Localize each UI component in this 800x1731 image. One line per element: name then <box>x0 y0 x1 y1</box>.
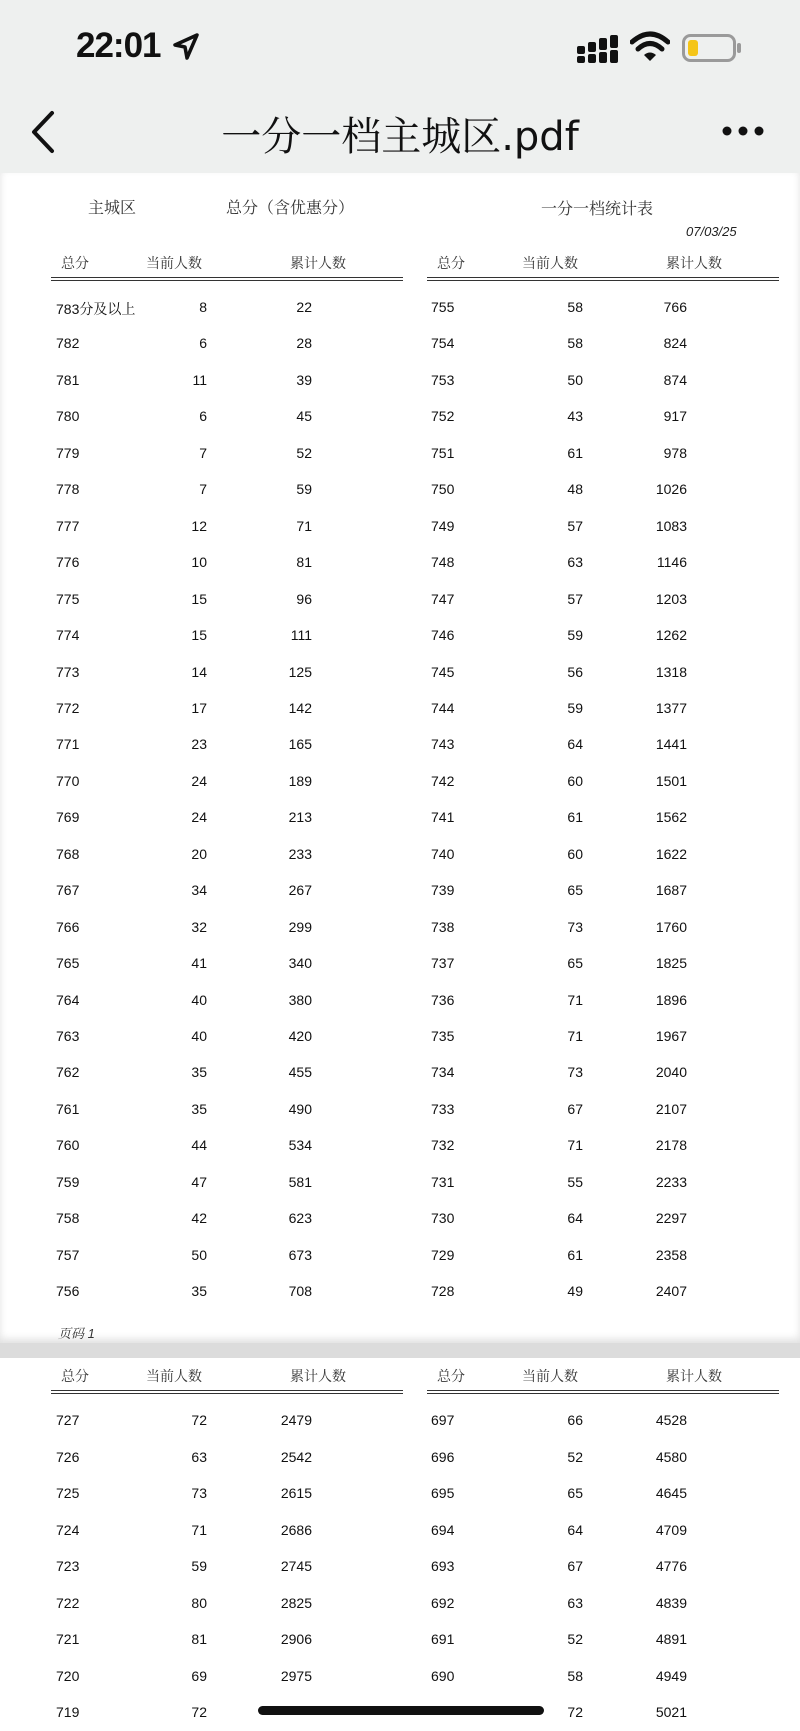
score-cell: 764 <box>56 991 80 1008</box>
report-date: 07/03/25 <box>686 224 737 239</box>
score-cell: 744 <box>431 699 455 716</box>
cumulative-count-cell: 22 <box>296 299 312 315</box>
score-cell: 761 <box>56 1100 80 1117</box>
score-cell: 754 <box>431 335 455 352</box>
cumulative-count-cell: 4580 <box>655 1448 687 1465</box>
cumulative-count-cell: 213 <box>288 809 312 826</box>
current-count-cell: 24 <box>191 809 207 826</box>
score-cell: 776 <box>56 554 80 571</box>
current-count-cell: 50 <box>567 371 583 388</box>
score-cell: 728 <box>431 1283 455 1300</box>
score-cell: 752 <box>431 408 455 425</box>
current-count-cell: 35 <box>191 1283 207 1300</box>
current-count-cell: 61 <box>567 1246 583 1263</box>
score-cell: 768 <box>56 845 80 862</box>
cumulative-count-cell: 52 <box>296 444 312 461</box>
current-count-cell: 12 <box>191 517 207 534</box>
col-header-score-left: 总分 <box>61 256 89 272</box>
score-cell: 771 <box>56 736 80 753</box>
current-count-cell: 72 <box>567 1704 583 1720</box>
cellular-signal-icon <box>575 34 619 64</box>
score-cell: 773 <box>56 663 80 680</box>
cumulative-count-cell: 4645 <box>655 1485 687 1501</box>
current-count-cell: 35 <box>191 1064 207 1081</box>
cumulative-count-cell: 1146 <box>656 554 687 571</box>
score-cell: 783分及以上 <box>56 301 136 317</box>
current-count-cell: 48 <box>567 481 583 498</box>
page-number-label: 页码 1 <box>58 1326 95 1341</box>
current-count-cell: 35 <box>191 1100 207 1117</box>
current-count-cell: 61 <box>567 444 583 461</box>
score-cell: 724 <box>56 1521 80 1538</box>
score-cell: 727 <box>56 1412 80 1428</box>
score-cell: 757 <box>56 1246 80 1263</box>
cumulative-count-cell: 2479 <box>280 1412 312 1428</box>
current-count-cell: 7 <box>199 481 207 498</box>
current-count-cell: 64 <box>567 736 583 753</box>
cumulative-count-cell: 380 <box>288 991 312 1008</box>
score-cell: 692 <box>431 1594 455 1611</box>
wifi-icon <box>630 31 670 63</box>
cumulative-count-cell: 1026 <box>655 481 687 498</box>
current-count-cell: 17 <box>191 699 207 716</box>
cumulative-count-cell: 267 <box>288 882 312 899</box>
cumulative-count-cell: 4839 <box>655 1594 687 1611</box>
current-count-cell: 73 <box>567 918 583 935</box>
score-cell: 763 <box>56 1028 80 1044</box>
col-header-score-right: 总分 <box>437 256 465 272</box>
score-cell: 756 <box>56 1283 80 1300</box>
cumulative-count-cell: 45 <box>296 408 312 425</box>
current-count-cell: 40 <box>191 991 207 1008</box>
cumulative-count-cell: 420 <box>288 1028 312 1044</box>
score-cell: 734 <box>431 1064 455 1081</box>
current-count-cell: 10 <box>191 554 207 571</box>
document-title: 一分一档主城区.pdf <box>221 114 579 160</box>
score-cell: 774 <box>56 627 80 644</box>
score-cell: 691 <box>431 1631 455 1647</box>
score-cell: 749 <box>431 517 455 534</box>
current-count-cell: 44 <box>191 1137 207 1154</box>
cumulative-count-cell: 2358 <box>655 1246 687 1263</box>
cumulative-count-cell: 2407 <box>655 1283 687 1300</box>
current-count-cell: 32 <box>191 918 207 935</box>
score-cell: 778 <box>56 481 80 498</box>
current-count-cell: 65 <box>567 882 583 899</box>
status-bar <box>0 0 800 95</box>
score-cell: 758 <box>56 1210 80 1227</box>
cumulative-count-cell: 2906 <box>280 1631 312 1647</box>
cumulative-count-cell: 39 <box>296 371 312 388</box>
score-cell: 740 <box>431 845 455 862</box>
score-cell: 729 <box>431 1246 455 1263</box>
cumulative-count-cell: 125 <box>288 663 312 680</box>
current-count-cell: 71 <box>567 1028 583 1044</box>
cumulative-count-cell: 766 <box>663 299 687 315</box>
cumulative-count-cell: 917 <box>663 408 687 425</box>
col-header-score-left-p2: 总分 <box>61 1369 89 1385</box>
score-cell: 781 <box>56 371 80 388</box>
col-header-current-right: 当前人数 <box>522 256 578 272</box>
col-header-cumulative-left: 累计人数 <box>290 256 346 272</box>
cumulative-count-cell: 2107 <box>655 1100 687 1117</box>
score-cell: 759 <box>56 1173 80 1190</box>
cumulative-count-cell: 455 <box>288 1064 312 1081</box>
score-cell: 739 <box>431 882 455 899</box>
current-count-cell: 42 <box>191 1210 207 1227</box>
current-count-cell: 14 <box>191 663 207 680</box>
score-cell: 745 <box>431 663 455 680</box>
score-cell: 755 <box>431 299 455 315</box>
current-count-cell: 41 <box>191 955 207 972</box>
current-count-cell: 61 <box>567 809 583 826</box>
current-count-cell: 6 <box>199 335 207 352</box>
score-cell: 719 <box>56 1704 80 1720</box>
current-count-cell: 49 <box>567 1283 583 1300</box>
cumulative-count-cell: 81 <box>296 554 312 571</box>
current-count-cell: 34 <box>191 882 207 899</box>
current-count-cell: 58 <box>567 299 583 315</box>
score-cell: 721 <box>56 1631 80 1647</box>
score-cell: 741 <box>431 809 455 826</box>
current-count-cell: 73 <box>191 1485 207 1501</box>
score-cell: 693 <box>431 1558 455 1574</box>
current-count-cell: 58 <box>567 335 583 352</box>
cumulative-count-cell: 2040 <box>655 1064 687 1081</box>
cumulative-count-cell: 1687 <box>655 882 687 899</box>
cumulative-count-cell: 2542 <box>280 1448 312 1465</box>
cumulative-count-cell: 1083 <box>655 517 687 534</box>
cumulative-count-cell: 1622 <box>655 845 687 862</box>
score-cell: 726 <box>56 1448 80 1465</box>
score-cell: 733 <box>431 1100 455 1117</box>
score-cell: 720 <box>56 1667 80 1684</box>
current-count-cell: 64 <box>567 1521 583 1538</box>
score-cell: 753 <box>431 371 455 388</box>
battery-low-icon <box>682 33 742 63</box>
cumulative-count-cell: 1967 <box>655 1028 687 1044</box>
col-header-current-left-p2: 当前人数 <box>146 1369 202 1385</box>
current-count-cell: 40 <box>191 1028 207 1044</box>
current-count-cell: 20 <box>191 845 207 862</box>
pdf-page-2[interactable] <box>0 1358 800 1731</box>
col-header-cumulative-right: 累计人数 <box>666 256 722 272</box>
report-title: 一分一档统计表 <box>541 199 654 218</box>
current-count-cell: 63 <box>567 1594 583 1611</box>
region-label: 主城区 <box>88 198 137 217</box>
current-count-cell: 23 <box>191 736 207 753</box>
header-divider-right-p2 <box>427 1390 779 1394</box>
current-count-cell: 52 <box>567 1448 583 1465</box>
score-cell: 737 <box>431 955 455 972</box>
col-header-cumulative-right-p2: 累计人数 <box>666 1369 722 1385</box>
score-cell: 746 <box>431 627 455 644</box>
cumulative-count-cell: 5021 <box>655 1704 687 1720</box>
cumulative-count-cell: 28 <box>296 335 312 352</box>
cumulative-count-cell: 1377 <box>655 699 687 716</box>
cumulative-count-cell: 1262 <box>655 627 687 644</box>
score-cell: 750 <box>431 481 455 498</box>
current-count-cell: 63 <box>191 1448 207 1465</box>
header-divider-left <box>51 277 403 281</box>
current-count-cell: 71 <box>567 1137 583 1154</box>
score-cell: 770 <box>56 772 80 789</box>
current-count-cell: 7 <box>199 444 207 461</box>
cumulative-count-cell: 1760 <box>655 918 687 935</box>
cumulative-count-cell: 874 <box>663 371 687 388</box>
cumulative-count-cell: 4949 <box>655 1667 687 1684</box>
cumulative-count-cell: 2825 <box>280 1594 312 1611</box>
cumulative-count-cell: 111 <box>290 627 312 644</box>
score-cell: 751 <box>431 444 455 461</box>
current-count-cell: 66 <box>567 1412 583 1428</box>
cumulative-count-cell: 1825 <box>655 955 687 972</box>
pdf-page-1[interactable] <box>0 173 800 1343</box>
score-cell: 730 <box>431 1210 455 1227</box>
cumulative-count-cell: 2745 <box>280 1558 312 1574</box>
current-count-cell: 59 <box>191 1558 207 1574</box>
current-count-cell: 58 <box>567 1667 583 1684</box>
score-cell: 695 <box>431 1485 455 1501</box>
cumulative-count-cell: 71 <box>296 517 312 534</box>
current-count-cell: 50 <box>191 1246 207 1263</box>
current-count-cell: 80 <box>191 1594 207 1611</box>
col-header-current-right-p2: 当前人数 <box>522 1369 578 1385</box>
current-count-cell: 64 <box>567 1210 583 1227</box>
score-cell: 762 <box>56 1064 80 1081</box>
current-count-cell: 73 <box>567 1064 583 1081</box>
score-cell: 731 <box>431 1173 455 1190</box>
cumulative-count-cell: 1562 <box>655 809 687 826</box>
cumulative-count-cell: 581 <box>288 1173 312 1190</box>
score-cell: 736 <box>431 991 455 1008</box>
score-cell: 732 <box>431 1137 455 1154</box>
current-count-cell: 72 <box>191 1704 207 1720</box>
current-count-cell: 60 <box>567 845 583 862</box>
cumulative-count-cell: 59 <box>296 481 312 498</box>
location-arrow-icon <box>171 32 201 62</box>
score-cell: 780 <box>56 408 80 425</box>
cumulative-count-cell: 189 <box>288 772 312 789</box>
current-count-cell: 47 <box>191 1173 207 1190</box>
score-cell: 748 <box>431 554 455 571</box>
col-header-current-left: 当前人数 <box>146 256 202 272</box>
current-count-cell: 24 <box>191 772 207 789</box>
cumulative-count-cell: 2615 <box>280 1485 312 1501</box>
score-cell: 766 <box>56 918 80 935</box>
cumulative-count-cell: 2686 <box>280 1521 312 1538</box>
score-cell: 777 <box>56 517 80 534</box>
current-count-cell: 15 <box>191 627 207 644</box>
current-count-cell: 81 <box>191 1631 207 1647</box>
current-count-cell: 67 <box>567 1100 583 1117</box>
current-count-cell: 8 <box>199 299 207 315</box>
score-cell: 738 <box>431 918 455 935</box>
score-cell: 696 <box>431 1448 455 1465</box>
cumulative-count-cell: 673 <box>288 1246 312 1263</box>
cumulative-count-cell: 490 <box>288 1100 312 1117</box>
score-cell: 779 <box>56 444 80 461</box>
score-type-label: 总分（含优惠分） <box>226 198 355 217</box>
header-divider-left-p2 <box>51 1390 403 1394</box>
home-indicator[interactable] <box>258 1706 544 1715</box>
status-time: 22:01 <box>76 26 161 65</box>
cumulative-count-cell: 2297 <box>655 1210 687 1227</box>
cumulative-count-cell: 1896 <box>655 991 687 1008</box>
score-cell: 697 <box>431 1412 455 1428</box>
cumulative-count-cell: 233 <box>288 845 312 862</box>
cumulative-count-cell: 142 <box>288 699 312 716</box>
cumulative-count-cell: 534 <box>288 1137 312 1154</box>
score-cell: 743 <box>431 736 455 753</box>
more-options-icon[interactable] <box>722 124 764 138</box>
current-count-cell: 59 <box>567 699 583 716</box>
score-cell: 760 <box>56 1137 80 1154</box>
score-cell: 747 <box>431 590 455 607</box>
current-count-cell: 69 <box>191 1667 207 1684</box>
current-count-cell: 43 <box>567 408 583 425</box>
cumulative-count-cell: 2975 <box>280 1667 312 1684</box>
cumulative-count-cell: 165 <box>288 736 312 753</box>
cumulative-count-cell: 1441 <box>655 736 687 753</box>
page-separator <box>0 1343 800 1358</box>
cumulative-count-cell: 1318 <box>655 663 687 680</box>
cumulative-count-cell: 2233 <box>655 1173 687 1190</box>
current-count-cell: 67 <box>567 1558 583 1574</box>
cumulative-count-cell: 4776 <box>655 1558 687 1574</box>
score-cell: 694 <box>431 1521 455 1538</box>
score-cell: 735 <box>431 1028 455 1044</box>
current-count-cell: 60 <box>567 772 583 789</box>
cumulative-count-cell: 96 <box>296 590 312 607</box>
cumulative-count-cell: 1203 <box>655 590 687 607</box>
current-count-cell: 55 <box>567 1173 583 1190</box>
cumulative-count-cell: 4891 <box>655 1631 687 1647</box>
score-cell: 767 <box>56 882 80 899</box>
cumulative-count-cell: 299 <box>288 918 312 935</box>
cumulative-count-cell: 2178 <box>655 1137 687 1154</box>
current-count-cell: 57 <box>567 590 583 607</box>
current-count-cell: 59 <box>567 627 583 644</box>
score-cell: 722 <box>56 1594 80 1611</box>
cumulative-count-cell: 4528 <box>655 1412 687 1428</box>
cumulative-count-cell: 340 <box>288 955 312 972</box>
cumulative-count-cell: 708 <box>288 1283 312 1300</box>
score-cell: 742 <box>431 772 455 789</box>
col-header-score-right-p2: 总分 <box>437 1369 465 1385</box>
score-cell: 765 <box>56 955 80 972</box>
current-count-cell: 52 <box>567 1631 583 1647</box>
cumulative-count-cell: 623 <box>288 1210 312 1227</box>
cumulative-count-cell: 4709 <box>655 1521 687 1538</box>
current-count-cell: 56 <box>567 663 583 680</box>
score-cell: 775 <box>56 590 80 607</box>
score-cell: 772 <box>56 699 80 716</box>
score-cell: 690 <box>431 1667 455 1684</box>
current-count-cell: 65 <box>567 1485 583 1501</box>
current-count-cell: 71 <box>191 1521 207 1538</box>
header-divider-right <box>427 277 779 281</box>
current-count-cell: 65 <box>567 955 583 972</box>
score-cell: 769 <box>56 809 80 826</box>
current-count-cell: 11 <box>192 371 207 388</box>
score-cell: 725 <box>56 1485 80 1501</box>
cumulative-count-cell: 824 <box>663 335 687 352</box>
current-count-cell: 72 <box>191 1412 207 1428</box>
current-count-cell: 6 <box>199 408 207 425</box>
cumulative-count-cell: 1501 <box>655 772 687 789</box>
col-header-cumulative-left-p2: 累计人数 <box>290 1369 346 1385</box>
current-count-cell: 57 <box>567 517 583 534</box>
current-count-cell: 63 <box>567 554 583 571</box>
current-count-cell: 15 <box>191 590 207 607</box>
cumulative-count-cell: 978 <box>663 444 687 461</box>
score-cell: 782 <box>56 335 80 352</box>
navigation-bar <box>0 95 800 173</box>
score-cell: 723 <box>56 1558 80 1574</box>
current-count-cell: 71 <box>567 991 583 1008</box>
